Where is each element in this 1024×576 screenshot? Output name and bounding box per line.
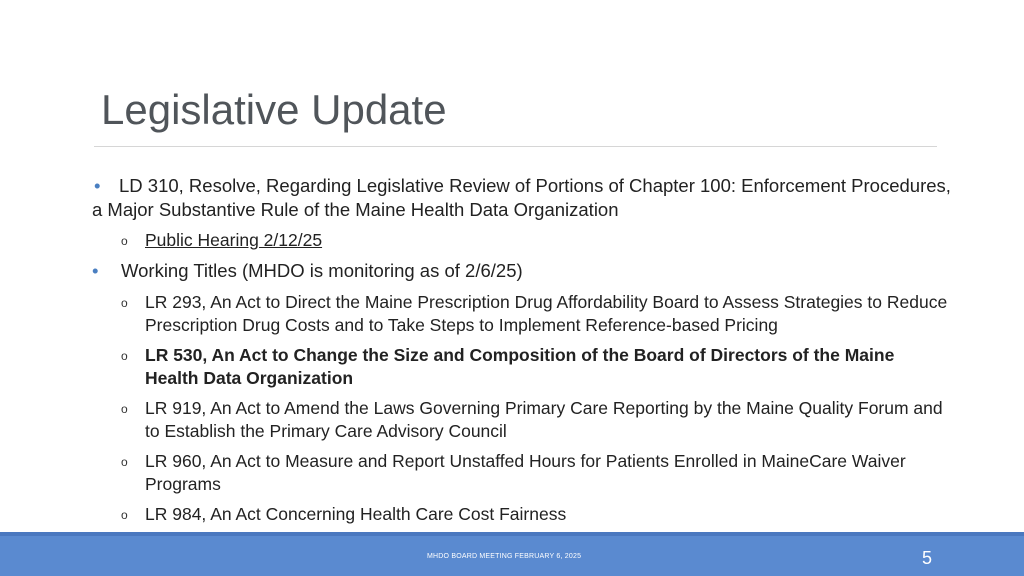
sub-bullet-text: LR 530, An Act to Change the Size and Composition of the Board of Directors of the Maine Health Data Organization xyxy=(145,345,895,388)
circle-bullet-icon: o xyxy=(121,402,128,416)
sub-bullet-item xyxy=(92,397,952,443)
public-hearing-link[interactable]: Public Hearing 2/12/25 xyxy=(145,230,323,250)
circle-bullet-icon: o xyxy=(121,508,128,522)
circle-bullet-icon: o xyxy=(121,296,128,310)
sub-bullet-item xyxy=(92,450,952,496)
bullet-dot-icon: • xyxy=(94,175,101,196)
slide-title: Legislative Update xyxy=(101,86,447,133)
page-number: 5 xyxy=(922,548,933,568)
bullet-text: Working Titles (MHDO is monitoring as of 2/6/25) xyxy=(121,260,523,281)
sub-bullet-text: LR 919, An Act to Amend the Laws Governing Primary Care Reporting by the Maine Quality Forum and to Establish the Primary Care Advisory Council xyxy=(145,398,943,441)
sub-bullet-item xyxy=(92,291,952,337)
sub-bullet-item xyxy=(92,503,952,526)
circle-bullet-icon: o xyxy=(121,455,128,469)
sub-bullet-text: LR 960, An Act to Measure and Report Unstaffed Hours for Patients Enrolled in MaineCare Waiver Programs xyxy=(145,451,906,494)
slide-body xyxy=(92,174,952,526)
sub-bullet-item[interactable] xyxy=(92,229,952,252)
footer-accent-line xyxy=(0,532,1024,536)
bullet-dot-icon: • xyxy=(92,260,99,281)
sub-bullet-item xyxy=(92,344,952,390)
circle-bullet-icon: o xyxy=(121,234,128,248)
bullet-item xyxy=(92,259,952,283)
bullet-text: LD 310, Resolve, Regarding Legislative Review of Portions of Chapter 100: Enforcement Procedures, a Major Substantive Rule of the Maine Health Data Organization xyxy=(92,175,951,220)
bullet-item xyxy=(92,174,952,222)
circle-bullet-icon: o xyxy=(121,349,128,363)
footer-text: MHDO BOARD MEETING FEBRUARY 6, 2025 xyxy=(427,553,582,560)
sub-bullet-text: LR 293, An Act to Direct the Maine Prescription Drug Affordability Board to Assess Strategies to Reduce Prescription Drug Costs and to Take Steps to Implement Reference-based Pricing xyxy=(145,292,948,335)
title-divider xyxy=(94,146,937,147)
sub-bullet-text: LR 984, An Act Concerning Health Care Cost Fairness xyxy=(145,504,567,524)
